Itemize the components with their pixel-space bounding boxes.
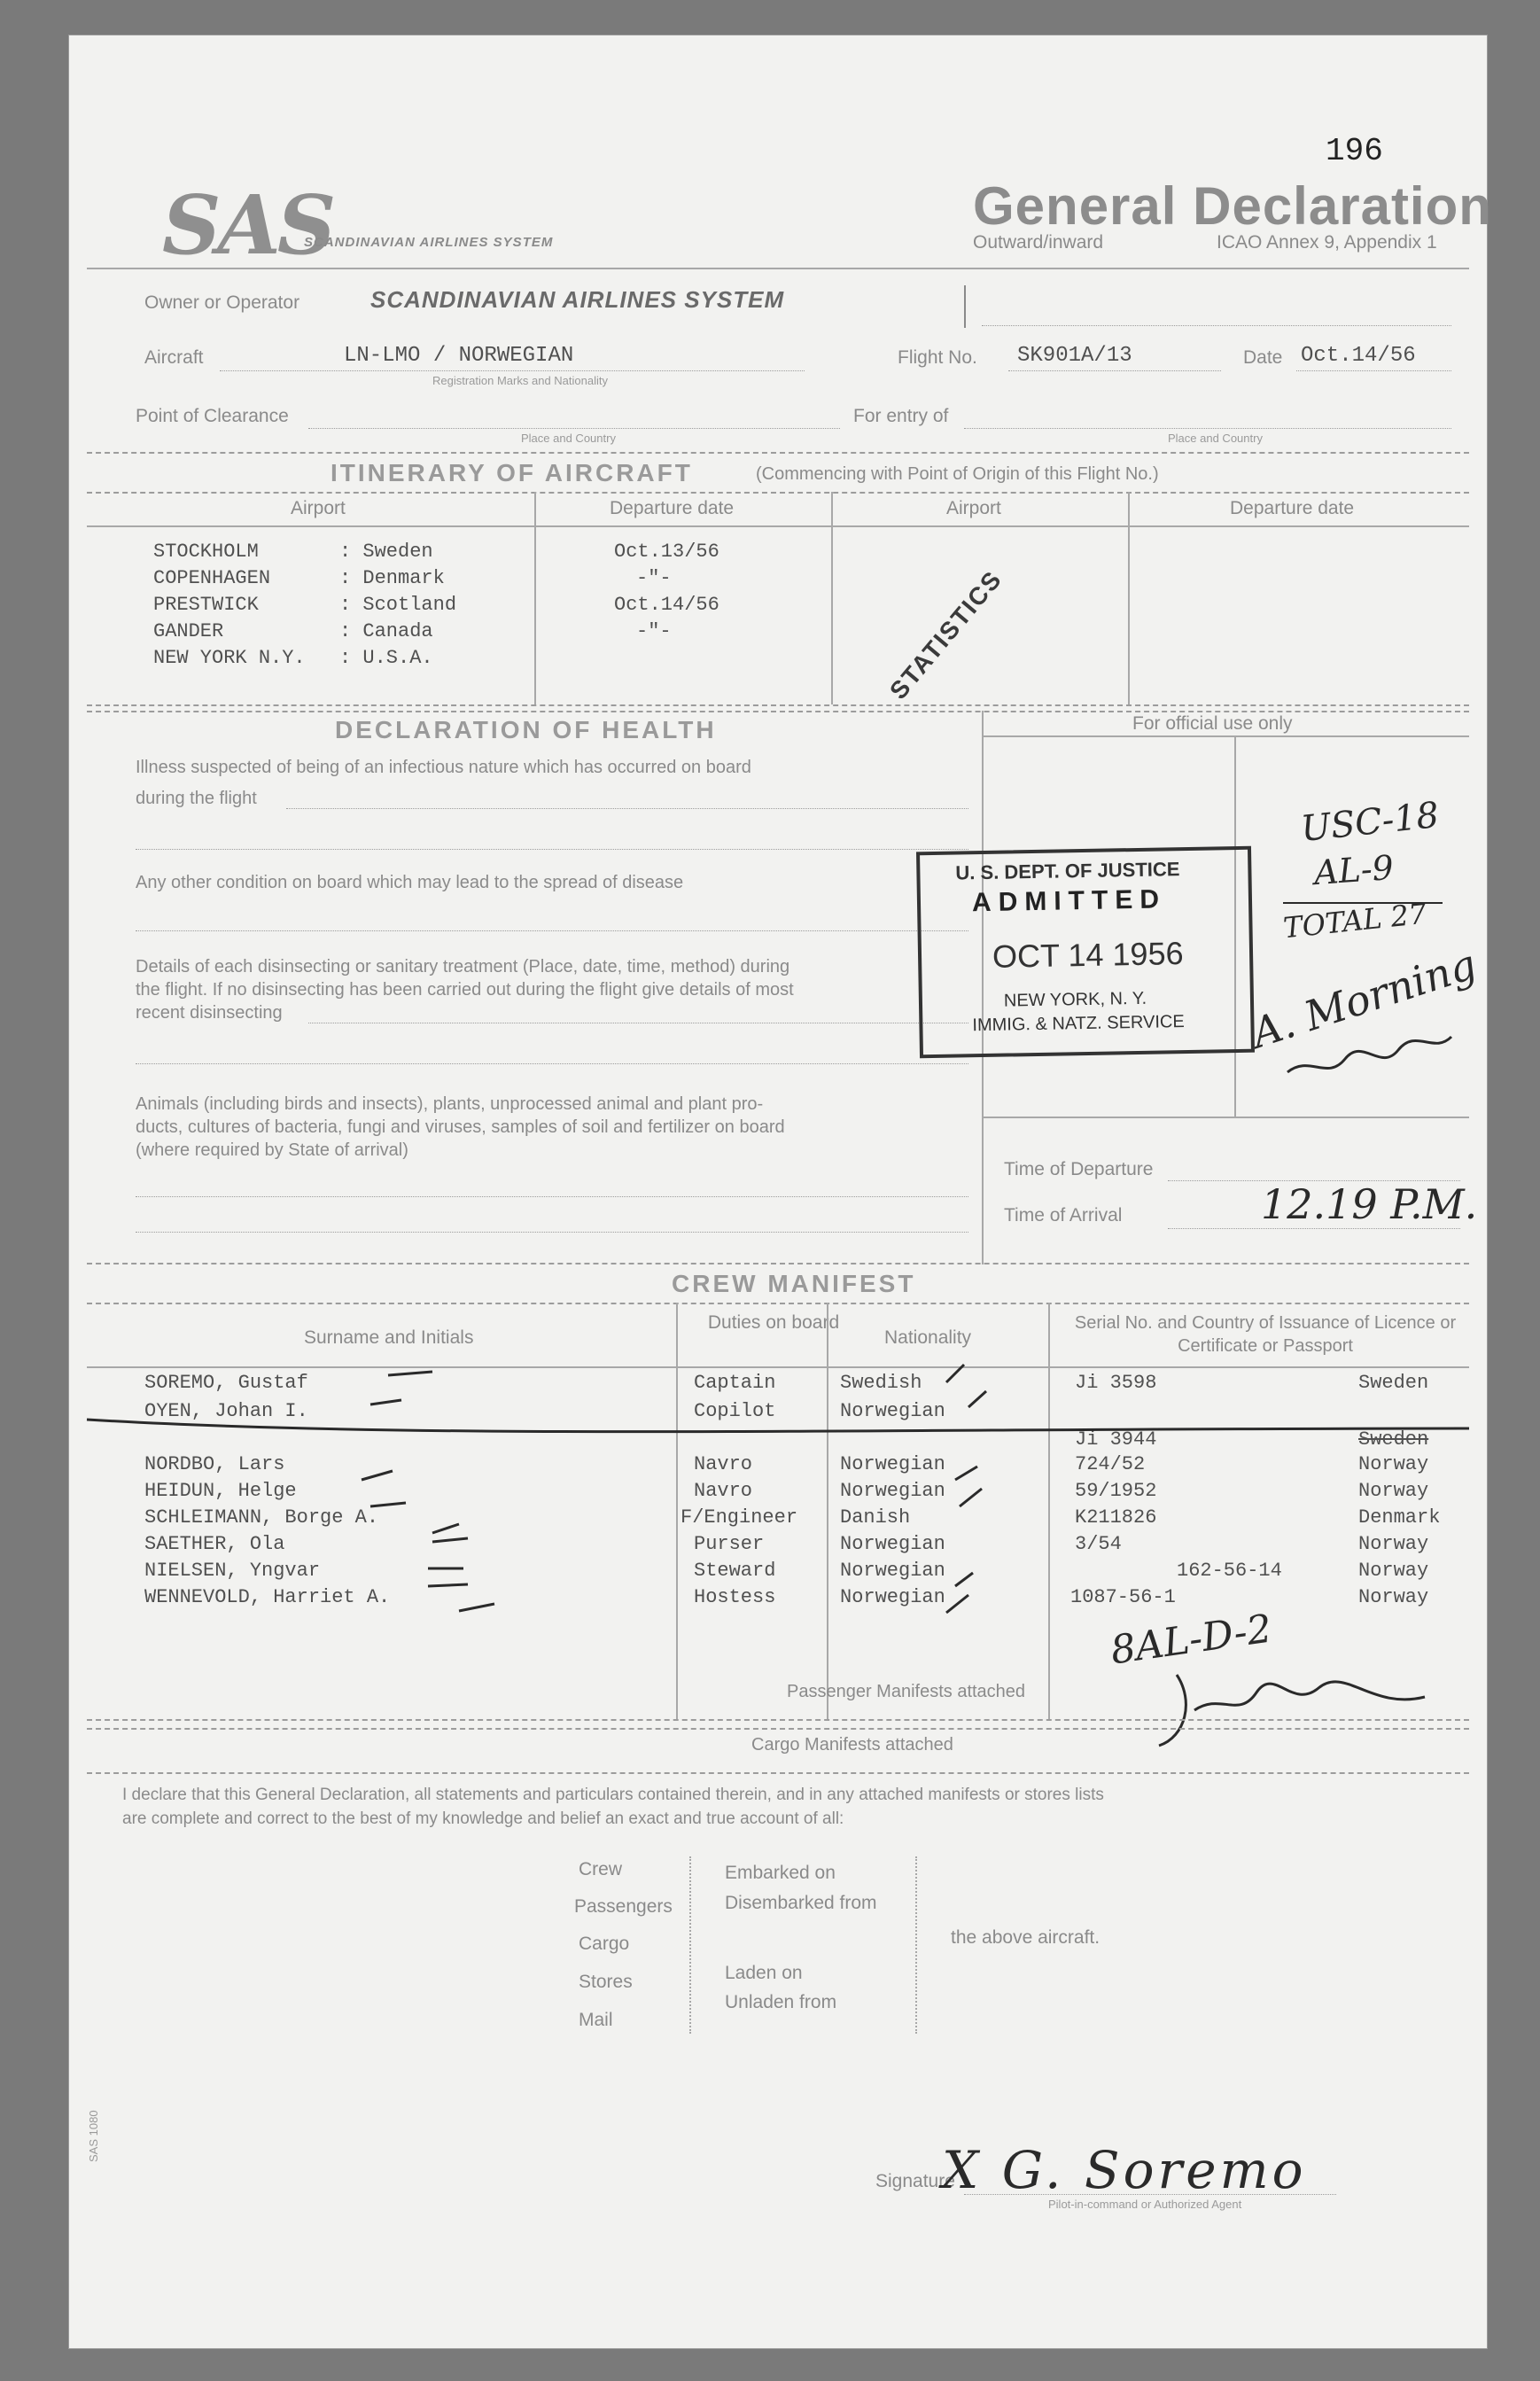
- crew-duty: Steward: [694, 1560, 776, 1582]
- crew-name: SAETHER, Ola: [144, 1533, 285, 1555]
- health-q3b: the flight. If no disinsecting has been carried out during the flight give details of most: [136, 980, 794, 1000]
- itin-city: GANDER: [153, 620, 224, 642]
- crew-col-serial: Serial No. and Country of Issuance of Licence or Certificate or Passport: [1074, 1313, 1457, 1356]
- itinerary-title: ITINERARY OF AIRCRAFT: [331, 459, 693, 486]
- declaration-text-1: I declare that this General Declaration, all statements and particulars contained therein, and in any attached manifests or stores lists: [122, 1786, 1104, 1804]
- admitted-stamp: [916, 846, 1255, 1059]
- crew-name: HEIDUN, Helge: [144, 1480, 297, 1502]
- crew-name: NORDBO, Lars: [144, 1453, 285, 1475]
- form-code: SAS 1080: [87, 2110, 100, 2162]
- official-signature-scrawl: [1283, 1019, 1460, 1090]
- signature-value: X G. Soremo: [942, 2140, 1307, 2200]
- crew-country: Sweden: [1358, 1372, 1429, 1394]
- crew-serial: 724/52: [1075, 1453, 1146, 1475]
- itinerary-note: (Commencing with Point of Origin of this Flight No.): [756, 464, 1159, 484]
- sas-logo: SAS: [162, 177, 333, 273]
- flight-label: Flight No.: [898, 347, 977, 368]
- crew-serial: 1087-56-1: [1070, 1586, 1176, 1608]
- crew-nat: Swedish: [840, 1372, 922, 1394]
- decl-passengers: Passengers: [574, 1896, 673, 1917]
- crew-country: Norway: [1358, 1533, 1429, 1555]
- decl-mail: Mail: [579, 2010, 613, 2030]
- crew-country: Norway: [1358, 1560, 1429, 1582]
- health-q3c: recent disinsecting: [136, 1003, 283, 1023]
- itin-date: -"-: [636, 620, 672, 642]
- aircraft-value: LN-LMO / NORWEGIAN: [344, 344, 574, 368]
- crew-col-name: Surname and Initials: [304, 1327, 474, 1348]
- crew-duty: F/Engineer: [681, 1506, 798, 1529]
- crew-serial: 59/1952: [1075, 1480, 1157, 1502]
- aircraft-label: Aircraft: [144, 347, 204, 368]
- entry-sub: Place and Country: [1168, 432, 1263, 445]
- form-direction: Outward/inward: [973, 232, 1104, 253]
- date-value: Oct.14/56: [1301, 344, 1416, 368]
- crew-col-duty: Duties on board: [707, 1312, 840, 1333]
- crew-serial: Ji 3944: [1075, 1428, 1157, 1451]
- crew-country: Norway: [1358, 1586, 1429, 1608]
- decl-embarked: Embarked on: [725, 1863, 836, 1883]
- health-q3a: Details of each disinsecting or sanitary treatment (Place, date, time, method) during: [136, 957, 790, 977]
- official-note-al: AL-9: [1312, 847, 1396, 893]
- stamp-date: OCT 14 1956: [992, 935, 1184, 975]
- cargo-manifest-label: Cargo Manifests attached: [751, 1735, 953, 1755]
- crew-serial: 162-56-14: [1177, 1560, 1282, 1582]
- flight-value: SK901A/13: [1017, 344, 1132, 368]
- crew-name: OYEN, Johan I.: [144, 1400, 308, 1422]
- crew-name: SOREMO, Gustaf: [144, 1372, 308, 1394]
- stamp-service: IMMIG. & NATZ. SERVICE: [972, 1012, 1185, 1036]
- decl-stores: Stores: [579, 1972, 633, 1992]
- signature-sub: Pilot-in-command or Authorized Agent: [1048, 2198, 1242, 2211]
- crew-duty: Navro: [694, 1480, 753, 1502]
- official-note-usc: USC-18: [1299, 794, 1442, 851]
- itin-country: : Denmark: [339, 567, 445, 589]
- itin-city: PRESTWICK: [153, 594, 259, 616]
- health-q4a: Animals (including birds and insects), plants, unprocessed animal and plant pro-: [136, 1094, 764, 1114]
- official-note-total: TOTAL 27: [1281, 896, 1428, 945]
- official-title: For official use only: [1132, 713, 1293, 734]
- time-arrival-label: Time of Arrival: [1004, 1205, 1123, 1226]
- page-number: 196: [1326, 133, 1383, 169]
- aircraft-sub: Registration Marks and Nationality: [432, 374, 608, 387]
- crew-country: Sweden: [1358, 1428, 1429, 1451]
- stamp-dept: U. S. DEPT. OF JUSTICE: [955, 858, 1180, 884]
- crew-serial: 3/54: [1075, 1533, 1122, 1555]
- time-departure-label: Time of Departure: [1004, 1159, 1154, 1179]
- crew-duty: Hostess: [694, 1586, 776, 1608]
- crew-serial: K211826: [1075, 1506, 1157, 1529]
- decl-cargo: Cargo: [579, 1934, 630, 1954]
- health-q4c: (where required by State of arrival): [136, 1140, 408, 1160]
- date-label: Date: [1243, 347, 1283, 368]
- crew-name: NIELSEN, Yngvar: [144, 1560, 321, 1582]
- declaration-sheet: [69, 35, 1492, 2348]
- decl-disembarked: Disembarked from: [725, 1893, 877, 1913]
- itin-col-date-2: Departure date: [1230, 498, 1355, 518]
- decl-above-aircraft: the above aircraft.: [951, 1927, 1101, 1948]
- crew-country: Denmark: [1358, 1506, 1441, 1529]
- statistics-stamp: STATISTICS: [884, 564, 1007, 704]
- form-title: General Declaration: [973, 176, 1492, 236]
- crew-nat: Norwegian: [840, 1480, 945, 1502]
- crew-checkmarks: [69, 1356, 1487, 1622]
- owner-value: SCANDINAVIAN AIRLINES SYSTEM: [370, 286, 785, 313]
- crew-nat: Norwegian: [840, 1560, 945, 1582]
- crew-duty: Captain: [694, 1372, 776, 1394]
- itin-country: : Scotland: [339, 594, 457, 616]
- crew-annotation-signature: [1141, 1657, 1434, 1755]
- itin-date: Oct.13/56: [614, 541, 719, 563]
- decl-crew: Crew: [579, 1859, 623, 1879]
- itin-date: -"-: [636, 567, 672, 589]
- passenger-manifest-label: Passenger Manifests attached: [787, 1682, 1026, 1701]
- stamp-city: NEW YORK, N. Y.: [1003, 988, 1147, 1011]
- signature-label: Signature: [875, 2171, 955, 2191]
- itin-city: NEW YORK N.Y.: [153, 647, 306, 669]
- crew-name: SCHLEIMANN, Borge A.: [144, 1506, 379, 1529]
- declaration-text-2: are complete and correct to the best of my knowledge and belief an exact and true account of all:: [122, 1809, 844, 1828]
- itin-country: : Sweden: [339, 541, 433, 563]
- crew-title: CREW MANIFEST: [672, 1270, 916, 1297]
- time-arrival-value: 12.19 P.M.: [1261, 1180, 1478, 1228]
- stamp-admitted: ADMITTED: [971, 884, 1167, 918]
- decl-laden: Laden on: [725, 1963, 803, 1983]
- health-q1a: Illness suspected of being of an infectious nature which has occurred on board: [136, 758, 751, 777]
- health-q4b: ducts, cultures of bacteria, fungi and viruses, samples of soil and fertilizer on board: [136, 1117, 785, 1137]
- crew-duty: Purser: [694, 1533, 765, 1555]
- crew-nat: Norwegian: [840, 1400, 945, 1422]
- crew-nat: Norwegian: [840, 1533, 945, 1555]
- crew-serial: Ji 3598: [1075, 1372, 1157, 1394]
- clearance-label: Point of Clearance: [136, 406, 289, 426]
- itin-col-airport-2: Airport: [946, 498, 1001, 518]
- itin-country: : U.S.A.: [339, 647, 433, 669]
- form-reference: ICAO Annex 9, Appendix 1: [1217, 232, 1437, 253]
- entry-label: For entry of: [853, 406, 949, 426]
- health-q1b: during the flight: [136, 789, 257, 808]
- crew-name: WENNEVOLD, Harriet A.: [144, 1586, 391, 1608]
- crew-nat: Norwegian: [840, 1586, 945, 1608]
- crew-nat: Danish: [840, 1506, 911, 1529]
- itin-country: : Canada: [339, 620, 433, 642]
- itin-city: STOCKHOLM: [153, 541, 259, 563]
- clearance-sub: Place and Country: [521, 432, 616, 445]
- crew-annotation: 8AL-D-2: [1108, 1606, 1275, 1674]
- itin-col-date-1: Departure date: [610, 498, 735, 518]
- health-title: DECLARATION OF HEALTH: [335, 716, 717, 743]
- crew-nat: Norwegian: [840, 1453, 945, 1475]
- crew-duty: Navro: [694, 1453, 753, 1475]
- crew-col-nationality: Nationality: [884, 1327, 972, 1348]
- owner-label: Owner or Operator: [144, 292, 300, 313]
- itin-col-airport-1: Airport: [291, 498, 346, 518]
- health-q2: Any other condition on board which may lead to the spread of disease: [136, 873, 684, 892]
- itin-city: COPENHAGEN: [153, 567, 271, 589]
- crew-country: Norway: [1358, 1453, 1429, 1475]
- crew-country: Norway: [1358, 1480, 1429, 1502]
- itin-date: Oct.14/56: [614, 594, 719, 616]
- official-signature: A. Morning: [1246, 939, 1482, 1058]
- crew-duty: Copilot: [694, 1400, 776, 1422]
- logo-subtitle: SCANDINAVIAN AIRLINES SYSTEM: [304, 235, 554, 250]
- decl-unladen: Unladen from: [725, 1992, 837, 2012]
